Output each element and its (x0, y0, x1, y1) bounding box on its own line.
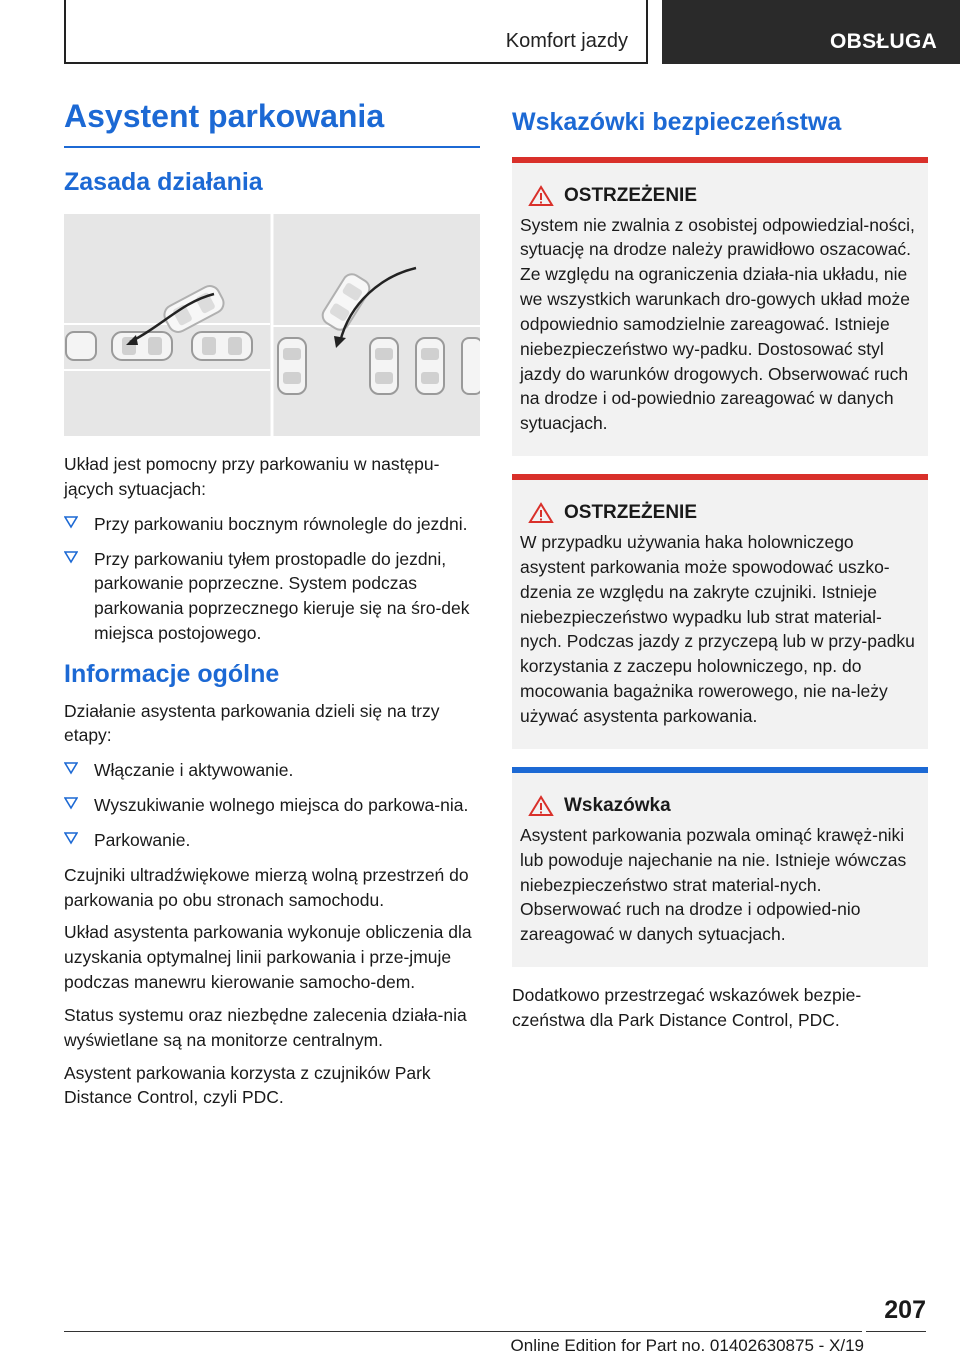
chapter-tab: OBSŁUGA (662, 0, 960, 64)
warning-text: W przypadku używania haka holowniczego asystent parkowania może spowodować uszko-dzenia ze względu na zakryte czujniki. Istnieje niebezpieczeństwo wypadku lub strat material-nych. Podczas jazdy z przyczepą lub w przy-padku korzystania z zaczepu holowniczego, np. do mocowania bagażnika rowerowego, nie na-leży używać asystenta parkowania. (520, 532, 915, 726)
note-box (512, 767, 928, 967)
paragraph: Asystent parkowania korzysta z czujników Park Distance Control, czyli PDC. (64, 1062, 431, 1108)
section-heading-safety: Wskazówki bezpieczeństwa (512, 108, 842, 136)
list-item: Parkowanie. (64, 828, 480, 853)
edition-footer: Online Edition for Part no. 01402630875 - X/19 (510, 1336, 864, 1355)
car-icon (416, 338, 444, 394)
warning-box (512, 474, 928, 749)
warning-text: System nie zwalnia z osobistej odpowiedzial-ności, sytuację na drodze należy prawidłowo oszacować. Ze względu na ograniczenia działa-nia układu, nie we wszystkich warunkach dro-gowych układ może odpowiednio samodzielnie zareagować. Istnieje niebezpieczeństwo wy-padku. Dostosować styl jazdy do warunków drogowych. Obserwować ruch na drodze i od-powiednio zareagować w danych sytuacjach. (520, 214, 915, 434)
situations-list (64, 512, 480, 646)
footer-rule (866, 1331, 926, 1332)
car-icon (192, 332, 252, 360)
triangle-bullet-icon (64, 550, 78, 564)
warning-box (512, 157, 928, 457)
note-label: Wskazówka (564, 794, 671, 816)
intro-text: Układ jest pomocny przy parkowaniu w następu-jących sytuacjach: (64, 454, 440, 499)
caution-triangle-icon (528, 795, 554, 817)
title-rule (64, 146, 480, 148)
triangle-bullet-icon (64, 796, 78, 810)
section-title: Komfort jazdy (505, 30, 628, 52)
warning-label: OSTRZEŻENIE (564, 184, 698, 206)
car-icon (278, 338, 306, 394)
page-number: 207 (884, 1296, 926, 1324)
list-item: Włączanie i aktywowanie. (64, 758, 480, 783)
paragraph: Układ asystenta parkowania wykonuje obliczenia dla uzyskania optymalnej linii parkowania i prze-jmuje podczas manewru kierowanie samocho-dem. (64, 922, 472, 993)
triangle-bullet-icon (64, 831, 78, 845)
header-frame (64, 0, 648, 64)
parking-illustration (64, 214, 480, 436)
right-column (512, 96, 928, 1033)
warning-triangle-icon (528, 185, 554, 207)
parking-diagram (64, 214, 480, 436)
car-icon (370, 338, 398, 394)
section-heading-principle: Zasada działania (64, 167, 263, 196)
footer-rule (64, 1331, 862, 1332)
list-item: Przy parkowaniu tyłem prostopadle do jezdni, parkowanie poprzeczne. System podczas parkowania poprzecznego kieruje się na śro-dek miejsca postojowego. (64, 547, 480, 646)
note-text: Asystent parkowania pozwala ominąć krawęż-niki lub powoduje najechanie na nie. Istnieje wówczas niebezpieczeństwo strat material-nych. Obserwować ruch na drodze i odpowied-nio zareagować w danych sytuacjach. (520, 824, 907, 945)
triangle-bullet-icon (64, 761, 78, 775)
warning-triangle-icon (528, 502, 554, 524)
page-title: Asystent parkowania (64, 98, 385, 134)
general-intro: Działanie asystenta parkowania dzieli się na trzy etapy: (64, 700, 440, 746)
left-column (64, 96, 480, 1110)
warning-label: OSTRZEŻENIE (564, 502, 698, 524)
paragraph: Status systemu oraz niezbędne zalecenia działa-nia wyświetlane są na monitorze centralnym. (64, 1004, 467, 1050)
car-icon (66, 332, 96, 360)
section-heading-general: Informacje ogólne (64, 660, 280, 688)
paragraph: Czujniki ultradźwiękowe mierzą wolną przestrzeń do parkowania po obu stronach samochodu. (64, 864, 469, 910)
stages-list (64, 758, 480, 853)
list-item: Wyszukiwanie wolnego miejsca do parkowa-nia. (64, 793, 480, 818)
list-item: Przy parkowaniu bocznym równolegle do jezdni. (64, 512, 480, 537)
triangle-bullet-icon (64, 515, 78, 529)
car-icon (462, 338, 480, 394)
closing-text: Dodatkowo przestrzegać wskazówek bezpie-czeństwa dla Park Distance Control, PDC. (512, 985, 862, 1030)
